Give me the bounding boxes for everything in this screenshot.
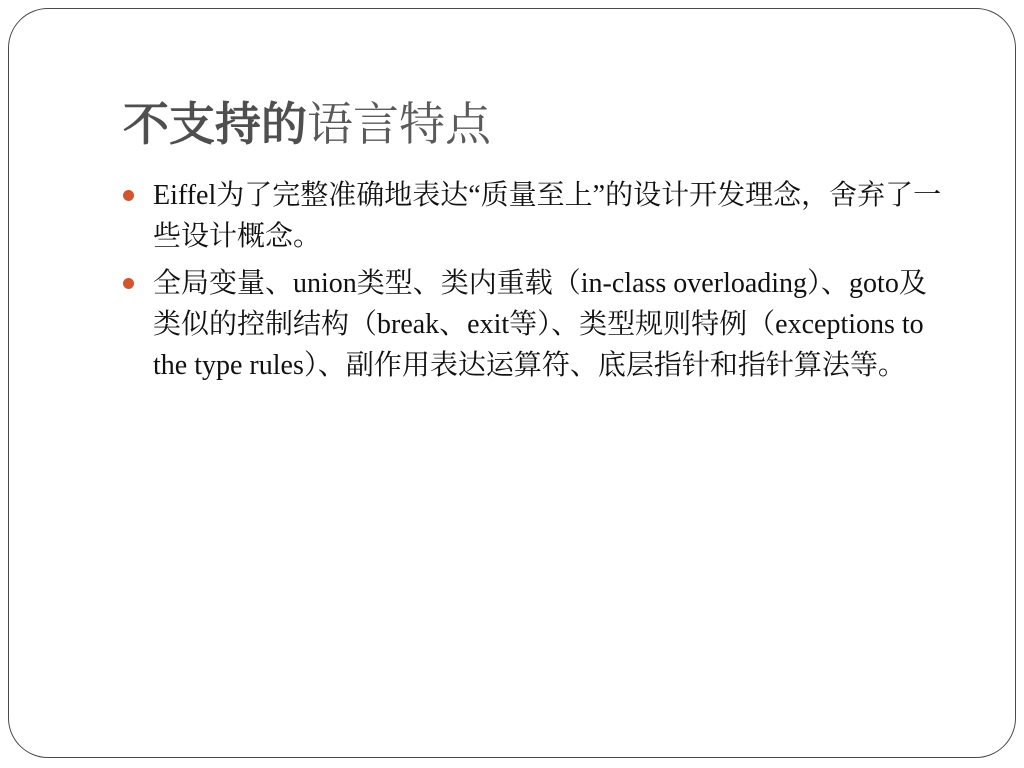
bullet-item	[153, 263, 948, 386]
bullet-dot-icon	[123, 278, 134, 289]
slide-title	[123, 91, 491, 157]
slide-title-rest: 语言特点	[307, 97, 491, 151]
bullet-text: 全局变量、union类型、类内重载（in-class overloading）、goto及类似的控制结构（break、exit等）、类型规则特例（exceptions to the type rules）、副作用表达运算符、底层指针和指针算法等。	[153, 268, 927, 381]
bullet-item	[153, 175, 948, 257]
bullet-text: Eiffel为了完整准确地表达“质量至上”的设计开发理念，舍弃了一些设计概念。	[153, 180, 942, 252]
slide-title-bold: 不支持的	[123, 97, 307, 151]
slide-frame	[8, 8, 1016, 758]
bullet-list	[153, 175, 948, 392]
bullet-dot-icon	[123, 190, 134, 201]
